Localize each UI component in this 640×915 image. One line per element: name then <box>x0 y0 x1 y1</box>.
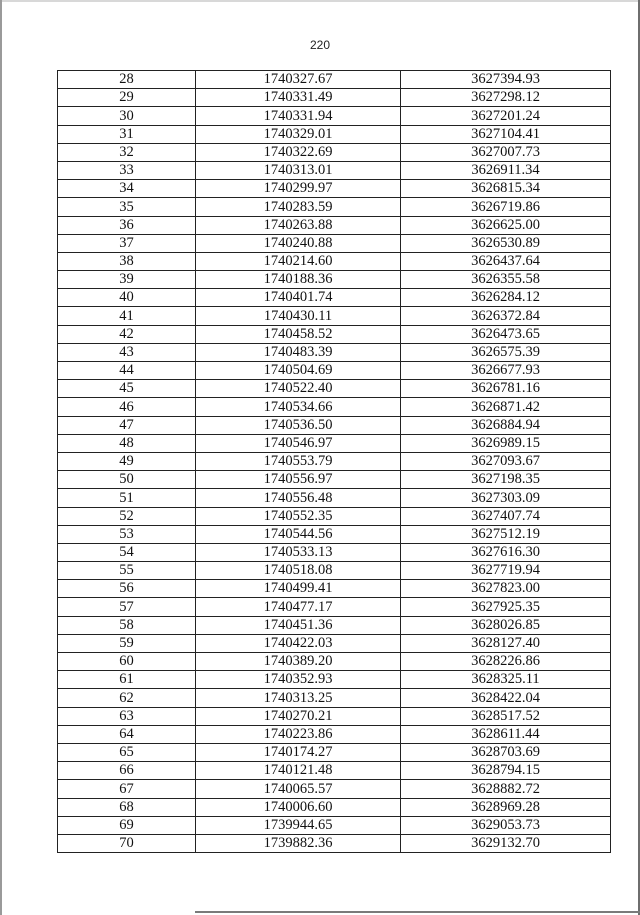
table-row <box>58 634 611 652</box>
y-coordinate-cell: 3627394.93 <box>401 71 611 89</box>
table-row <box>58 398 611 416</box>
scan-edge-top <box>0 0 640 2</box>
x-coordinate-cell: 1740458.52 <box>196 325 401 343</box>
point-number-cell: 48 <box>58 434 196 452</box>
x-coordinate-cell: 1740483.39 <box>196 343 401 361</box>
x-coordinate-cell: 1740533.13 <box>196 543 401 561</box>
point-number-cell: 70 <box>58 834 196 852</box>
y-coordinate-cell: 3627616.30 <box>401 543 611 561</box>
x-coordinate-cell: 1740522.40 <box>196 380 401 398</box>
y-coordinate-cell: 3627303.09 <box>401 489 611 507</box>
x-coordinate-cell: 1740240.88 <box>196 234 401 252</box>
table-row <box>58 471 611 489</box>
y-coordinate-cell: 3628969.28 <box>401 798 611 816</box>
table-row <box>58 143 611 161</box>
y-coordinate-cell: 3627201.24 <box>401 107 611 125</box>
point-number-cell: 56 <box>58 580 196 598</box>
y-coordinate-cell: 3628794.15 <box>401 762 611 780</box>
point-number-cell: 28 <box>58 71 196 89</box>
point-number-cell: 47 <box>58 416 196 434</box>
table-row <box>58 707 611 725</box>
y-coordinate-cell: 3628611.44 <box>401 725 611 743</box>
y-coordinate-cell: 3627093.67 <box>401 452 611 470</box>
x-coordinate-cell: 1740518.08 <box>196 562 401 580</box>
x-coordinate-cell: 1740422.03 <box>196 634 401 652</box>
point-number-cell: 66 <box>58 762 196 780</box>
x-coordinate-cell: 1740263.88 <box>196 216 401 234</box>
table-row <box>58 416 611 434</box>
x-coordinate-cell: 1740214.60 <box>196 252 401 270</box>
x-coordinate-cell: 1740546.97 <box>196 434 401 452</box>
y-coordinate-cell: 3628517.52 <box>401 707 611 725</box>
x-coordinate-cell: 1740006.60 <box>196 798 401 816</box>
table-row <box>58 125 611 143</box>
y-coordinate-cell: 3626575.39 <box>401 343 611 361</box>
y-coordinate-cell: 3628226.86 <box>401 653 611 671</box>
y-coordinate-cell: 3627823.00 <box>401 580 611 598</box>
y-coordinate-cell: 3627198.35 <box>401 471 611 489</box>
x-coordinate-cell: 1740327.67 <box>196 71 401 89</box>
point-number-cell: 44 <box>58 362 196 380</box>
y-coordinate-cell: 3626284.12 <box>401 289 611 307</box>
y-coordinate-cell: 3626989.15 <box>401 434 611 452</box>
table-row <box>58 762 611 780</box>
table-row <box>58 489 611 507</box>
point-number-cell: 68 <box>58 798 196 816</box>
point-number-cell: 42 <box>58 325 196 343</box>
table-row <box>58 343 611 361</box>
point-number-cell: 46 <box>58 398 196 416</box>
point-number-cell: 54 <box>58 543 196 561</box>
x-coordinate-cell: 1739882.36 <box>196 834 401 852</box>
table-row <box>58 543 611 561</box>
table-row <box>58 780 611 798</box>
x-coordinate-cell: 1740552.35 <box>196 507 401 525</box>
point-number-cell: 33 <box>58 161 196 179</box>
scan-edge-left <box>0 0 2 915</box>
x-coordinate-cell: 1740451.36 <box>196 616 401 634</box>
y-coordinate-cell: 3627104.41 <box>401 125 611 143</box>
point-number-cell: 65 <box>58 743 196 761</box>
y-coordinate-cell: 3629132.70 <box>401 834 611 852</box>
point-number-cell: 49 <box>58 452 196 470</box>
point-number-cell: 60 <box>58 653 196 671</box>
point-number-cell: 35 <box>58 198 196 216</box>
y-coordinate-cell: 3627298.12 <box>401 89 611 107</box>
x-coordinate-cell: 1740544.56 <box>196 525 401 543</box>
x-coordinate-cell: 1740430.11 <box>196 307 401 325</box>
table-row <box>58 525 611 543</box>
x-coordinate-cell: 1740329.01 <box>196 125 401 143</box>
x-coordinate-cell: 1740313.25 <box>196 689 401 707</box>
x-coordinate-cell: 1740499.41 <box>196 580 401 598</box>
table-row <box>58 307 611 325</box>
point-number-cell: 63 <box>58 707 196 725</box>
x-coordinate-cell: 1740401.74 <box>196 289 401 307</box>
x-coordinate-cell: 1740556.97 <box>196 471 401 489</box>
table-row <box>58 252 611 270</box>
x-coordinate-cell: 1740188.36 <box>196 271 401 289</box>
table-row <box>58 834 611 852</box>
table-row <box>58 798 611 816</box>
table-row <box>58 198 611 216</box>
x-coordinate-cell: 1740322.69 <box>196 143 401 161</box>
point-number-cell: 55 <box>58 562 196 580</box>
point-number-cell: 30 <box>58 107 196 125</box>
table-row <box>58 180 611 198</box>
x-coordinate-cell: 1740270.21 <box>196 707 401 725</box>
x-coordinate-cell: 1740352.93 <box>196 671 401 689</box>
table-row <box>58 325 611 343</box>
y-coordinate-cell: 3628026.85 <box>401 616 611 634</box>
y-coordinate-cell: 3626781.16 <box>401 380 611 398</box>
point-number-cell: 52 <box>58 507 196 525</box>
y-coordinate-cell: 3628882.72 <box>401 780 611 798</box>
point-number-cell: 69 <box>58 816 196 834</box>
point-number-cell: 39 <box>58 271 196 289</box>
x-coordinate-cell: 1740313.01 <box>196 161 401 179</box>
point-number-cell: 64 <box>58 725 196 743</box>
table-row <box>58 362 611 380</box>
point-number-cell: 40 <box>58 289 196 307</box>
point-number-cell: 37 <box>58 234 196 252</box>
y-coordinate-cell: 3629053.73 <box>401 816 611 834</box>
point-number-cell: 51 <box>58 489 196 507</box>
y-coordinate-cell: 3626884.94 <box>401 416 611 434</box>
point-number-cell: 58 <box>58 616 196 634</box>
point-number-cell: 62 <box>58 689 196 707</box>
y-coordinate-cell: 3627407.74 <box>401 507 611 525</box>
point-number-cell: 31 <box>58 125 196 143</box>
point-number-cell: 43 <box>58 343 196 361</box>
y-coordinate-cell: 3627512.19 <box>401 525 611 543</box>
y-coordinate-cell: 3626473.65 <box>401 325 611 343</box>
table-row <box>58 380 611 398</box>
point-number-cell: 41 <box>58 307 196 325</box>
table-row <box>58 71 611 89</box>
y-coordinate-cell: 3628325.11 <box>401 671 611 689</box>
table-row <box>58 289 611 307</box>
y-coordinate-cell: 3626815.34 <box>401 180 611 198</box>
page-number: 220 <box>309 38 331 52</box>
table-row <box>58 234 611 252</box>
table-row <box>58 89 611 107</box>
y-coordinate-cell: 3626372.84 <box>401 307 611 325</box>
table-row <box>58 271 611 289</box>
coordinates-table <box>57 70 611 853</box>
y-coordinate-cell: 3628422.04 <box>401 689 611 707</box>
table-row <box>58 562 611 580</box>
x-coordinate-cell: 1740389.20 <box>196 653 401 671</box>
point-number-cell: 45 <box>58 380 196 398</box>
y-coordinate-cell: 3626871.42 <box>401 398 611 416</box>
x-coordinate-cell: 1740283.59 <box>196 198 401 216</box>
y-coordinate-cell: 3626530.89 <box>401 234 611 252</box>
table-row <box>58 671 611 689</box>
point-number-cell: 34 <box>58 180 196 198</box>
y-coordinate-cell: 3627007.73 <box>401 143 611 161</box>
table-row <box>58 598 611 616</box>
point-number-cell: 57 <box>58 598 196 616</box>
y-coordinate-cell: 3627925.35 <box>401 598 611 616</box>
x-coordinate-cell: 1740553.79 <box>196 452 401 470</box>
y-coordinate-cell: 3626437.64 <box>401 252 611 270</box>
x-coordinate-cell: 1740534.66 <box>196 398 401 416</box>
x-coordinate-cell: 1740065.57 <box>196 780 401 798</box>
x-coordinate-cell: 1740536.50 <box>196 416 401 434</box>
scan-edge-bottom <box>195 911 640 913</box>
y-coordinate-cell: 3626677.93 <box>401 362 611 380</box>
point-number-cell: 67 <box>58 780 196 798</box>
x-coordinate-cell: 1740331.94 <box>196 107 401 125</box>
point-number-cell: 59 <box>58 634 196 652</box>
point-number-cell: 38 <box>58 252 196 270</box>
point-number-cell: 32 <box>58 143 196 161</box>
y-coordinate-cell: 3626625.00 <box>401 216 611 234</box>
point-number-cell: 50 <box>58 471 196 489</box>
table-row <box>58 689 611 707</box>
point-number-cell: 53 <box>58 525 196 543</box>
table-row <box>58 434 611 452</box>
point-number-cell: 29 <box>58 89 196 107</box>
x-coordinate-cell: 1740477.17 <box>196 598 401 616</box>
point-number-cell: 36 <box>58 216 196 234</box>
table-row <box>58 452 611 470</box>
x-coordinate-cell: 1740299.97 <box>196 180 401 198</box>
table-row <box>58 616 611 634</box>
point-number-cell: 61 <box>58 671 196 689</box>
y-coordinate-cell: 3626911.34 <box>401 161 611 179</box>
x-coordinate-cell: 1740223.86 <box>196 725 401 743</box>
y-coordinate-cell: 3628703.69 <box>401 743 611 761</box>
x-coordinate-cell: 1740174.27 <box>196 743 401 761</box>
table-row <box>58 725 611 743</box>
x-coordinate-cell: 1740504.69 <box>196 362 401 380</box>
y-coordinate-cell: 3627719.94 <box>401 562 611 580</box>
table-row <box>58 580 611 598</box>
x-coordinate-cell: 1740331.49 <box>196 89 401 107</box>
x-coordinate-cell: 1740556.48 <box>196 489 401 507</box>
table-row <box>58 507 611 525</box>
table-row <box>58 743 611 761</box>
table-row <box>58 161 611 179</box>
table-row <box>58 107 611 125</box>
y-coordinate-cell: 3626719.86 <box>401 198 611 216</box>
y-coordinate-cell: 3628127.40 <box>401 634 611 652</box>
table-row <box>58 816 611 834</box>
x-coordinate-cell: 1739944.65 <box>196 816 401 834</box>
coordinates-table-body <box>58 71 611 853</box>
table-row <box>58 216 611 234</box>
x-coordinate-cell: 1740121.48 <box>196 762 401 780</box>
y-coordinate-cell: 3626355.58 <box>401 271 611 289</box>
table-row <box>58 653 611 671</box>
